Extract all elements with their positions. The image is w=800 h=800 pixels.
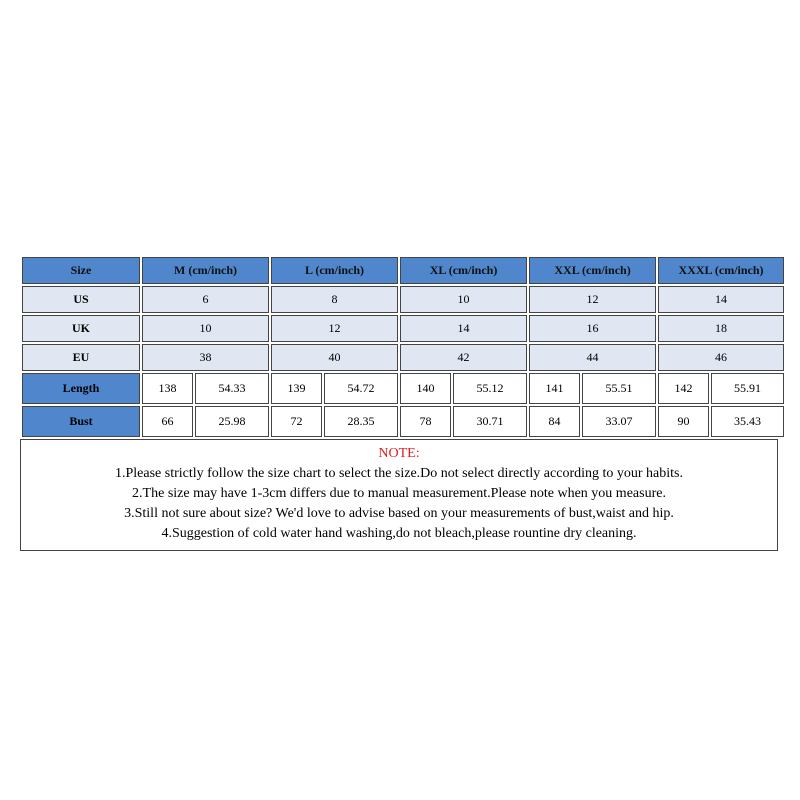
row-bust [22,406,784,437]
cell-us-xxxl: 14 [658,286,784,313]
header-size: Size [22,257,140,284]
cell-us-xl: 10 [400,286,527,313]
size-chart [20,255,780,551]
cell-length-l-cm: 139 [271,373,322,404]
row-label-eu: EU [22,344,140,371]
cell-eu-l: 40 [271,344,398,371]
cell-uk-l: 12 [271,315,398,342]
cell-bust-m-cm: 66 [142,406,193,437]
cell-length-xl-inch: 55.12 [453,373,527,404]
cell-eu-xl: 42 [400,344,527,371]
notes-box [20,439,778,551]
cell-uk-m: 10 [142,315,269,342]
cell-uk-xl: 14 [400,315,527,342]
row-us [22,286,784,313]
note-line-3: 3.Still not sure about size? We'd love to advise based on your measurements of bust,waist and hip. [124,506,674,521]
cell-us-l: 8 [271,286,398,313]
header-xxl: XXL (cm/inch) [529,257,656,284]
cell-length-m-inch: 54.33 [195,373,269,404]
row-eu [22,344,784,371]
header-xxxl: XXXL (cm/inch) [658,257,784,284]
row-label-bust: Bust [22,406,140,437]
cell-length-xxl-cm: 141 [529,373,580,404]
note-line-2: 2.The size may have 1-3cm differs due to manual measurement.Please note when you measure. [132,486,666,501]
cell-us-xxl: 12 [529,286,656,313]
cell-bust-m-inch: 25.98 [195,406,269,437]
cell-length-xl-cm: 140 [400,373,451,404]
cell-length-l-inch: 54.72 [324,373,398,404]
cell-eu-xxl: 44 [529,344,656,371]
cell-bust-xxl-cm: 84 [529,406,580,437]
row-label-length: Length [22,373,140,404]
cell-bust-xxxl-inch: 35.43 [711,406,784,437]
cell-us-m: 6 [142,286,269,313]
cell-length-xxxl-inch: 55.91 [711,373,784,404]
cell-bust-xl-inch: 30.71 [453,406,527,437]
row-label-us: US [22,286,140,313]
cell-length-m-cm: 138 [142,373,193,404]
row-label-uk: UK [22,315,140,342]
cell-bust-xxl-inch: 33.07 [582,406,656,437]
cell-eu-m: 38 [142,344,269,371]
row-length [22,373,784,404]
header-m: M (cm/inch) [142,257,269,284]
header-xl: XL (cm/inch) [400,257,527,284]
cell-bust-l-inch: 28.35 [324,406,398,437]
cell-bust-xxxl-cm: 90 [658,406,709,437]
cell-uk-xxxl: 18 [658,315,784,342]
note-line-4: 4.Suggestion of cold water hand washing,do not bleach,please rountine dry cleaning. [161,526,637,541]
cell-length-xxxl-cm: 142 [658,373,709,404]
header-row [22,257,784,284]
row-uk [22,315,784,342]
cell-bust-l-cm: 72 [271,406,322,437]
cell-eu-xxxl: 46 [658,344,784,371]
cell-bust-xl-cm: 78 [400,406,451,437]
header-l: L (cm/inch) [271,257,398,284]
cell-length-xxl-inch: 55.51 [582,373,656,404]
note-line-1: 1.Please strictly follow the size chart to select the size.Do not select directly according to your habits. [115,466,683,481]
size-table [20,255,786,439]
notes-title: NOTE: [378,446,420,461]
cell-uk-xxl: 16 [529,315,656,342]
